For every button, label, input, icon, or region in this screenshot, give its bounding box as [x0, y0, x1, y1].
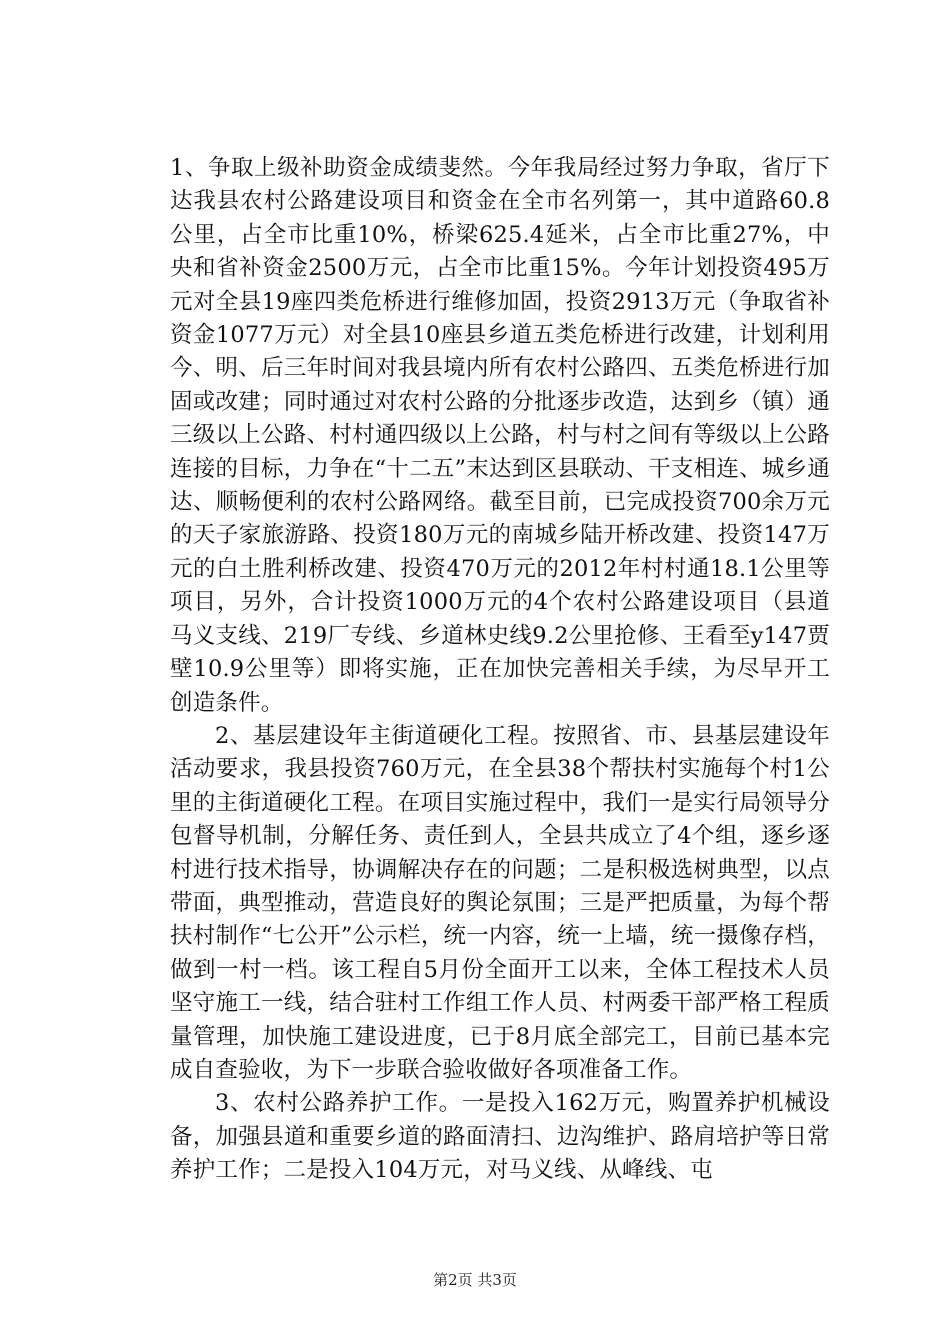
- paragraph-1: 1、争取上级补助资金成绩斐然。今年我局经过努力争取，省厅下达我县农村公路建设项目和资金在全市名列第一，其中道路60.8公里，占全市比重10%，桥梁625.4延米，占全市比重27%，中央和省补资金2500万元，占全市比重15%。今年计划投资495万元对全县19座四类危桥进行维修加固，投资2913万元（争取省补资金1077万元）对全县10座县乡道五类危桥进行改建，计划利用今、明、后三年时间对我县境内所有农村公路四、五类危桥进行加固或改建；同时通过对农村公路的分批逐步改造，达到乡（镇）通三级以上公路、村村通四级以上公路，村与村之间有等级以上公路连接的目标，力争在“十二五”末达到区县联动、干支相连、城乡通达、顺畅便利的农村公路网络。截至目前，已完成投资700余万元的天子家旅游路、投资180万元的南城乡陆开桥改建、投资147万元的白土胜利桥改建、投资470万元的2012年村村通18.1公里等项目，另外，合计投资1000万元的4个农村公路建设项目（县道马义支线、219厂专线、乡道林史线9.2公里抢修、王看至y147贾壁10.9公里等）即将实施，正在加快完善相关手续，为尽早开工创造条件。: [170, 155, 830, 716]
- paragraph-3: 3、农村公路养护工作。一是投入162万元，购置养护机械设备，加强县道和重要乡道的路面清扫、边沟维护、路肩培护等日常养护工作；二是投入104万元，对马义线、从峰线、屯: [170, 1090, 830, 1184]
- page-footer: 第2页 共3页: [433, 1271, 517, 1289]
- paragraph-2: 2、基层建设年主街道硬化工程。按照省、市、县基层建设年活动要求，我县投资760万元，在全县38个帮扶村实施每个村1公里的主街道硬化工程。在项目实施过程中，我们一是实行局领导分包督导机制，分解任务、责任到人，全县共成立了4个组，逐乡逐村进行技术指导，协调解决存在的问题；二是积极选树典型，以点带面，典型推动，营造良好的舆论氛围；三是严把质量，为每个帮扶村制作“七公开”公示栏，统一内容，统一上墙，统一摄像存档，做到一村一档。该工程自5月份全面开工以来，全体工程技术人员坚守施工一线，结合驻村工作组工作人员、村两委干部严格工程质量管理，加快施工建设进度，已于8月底全部完工，目前已基本完成自查验收，为下一步联合验收做好各项准备工作。: [170, 722, 830, 1083]
- document-body: [170, 152, 830, 1188]
